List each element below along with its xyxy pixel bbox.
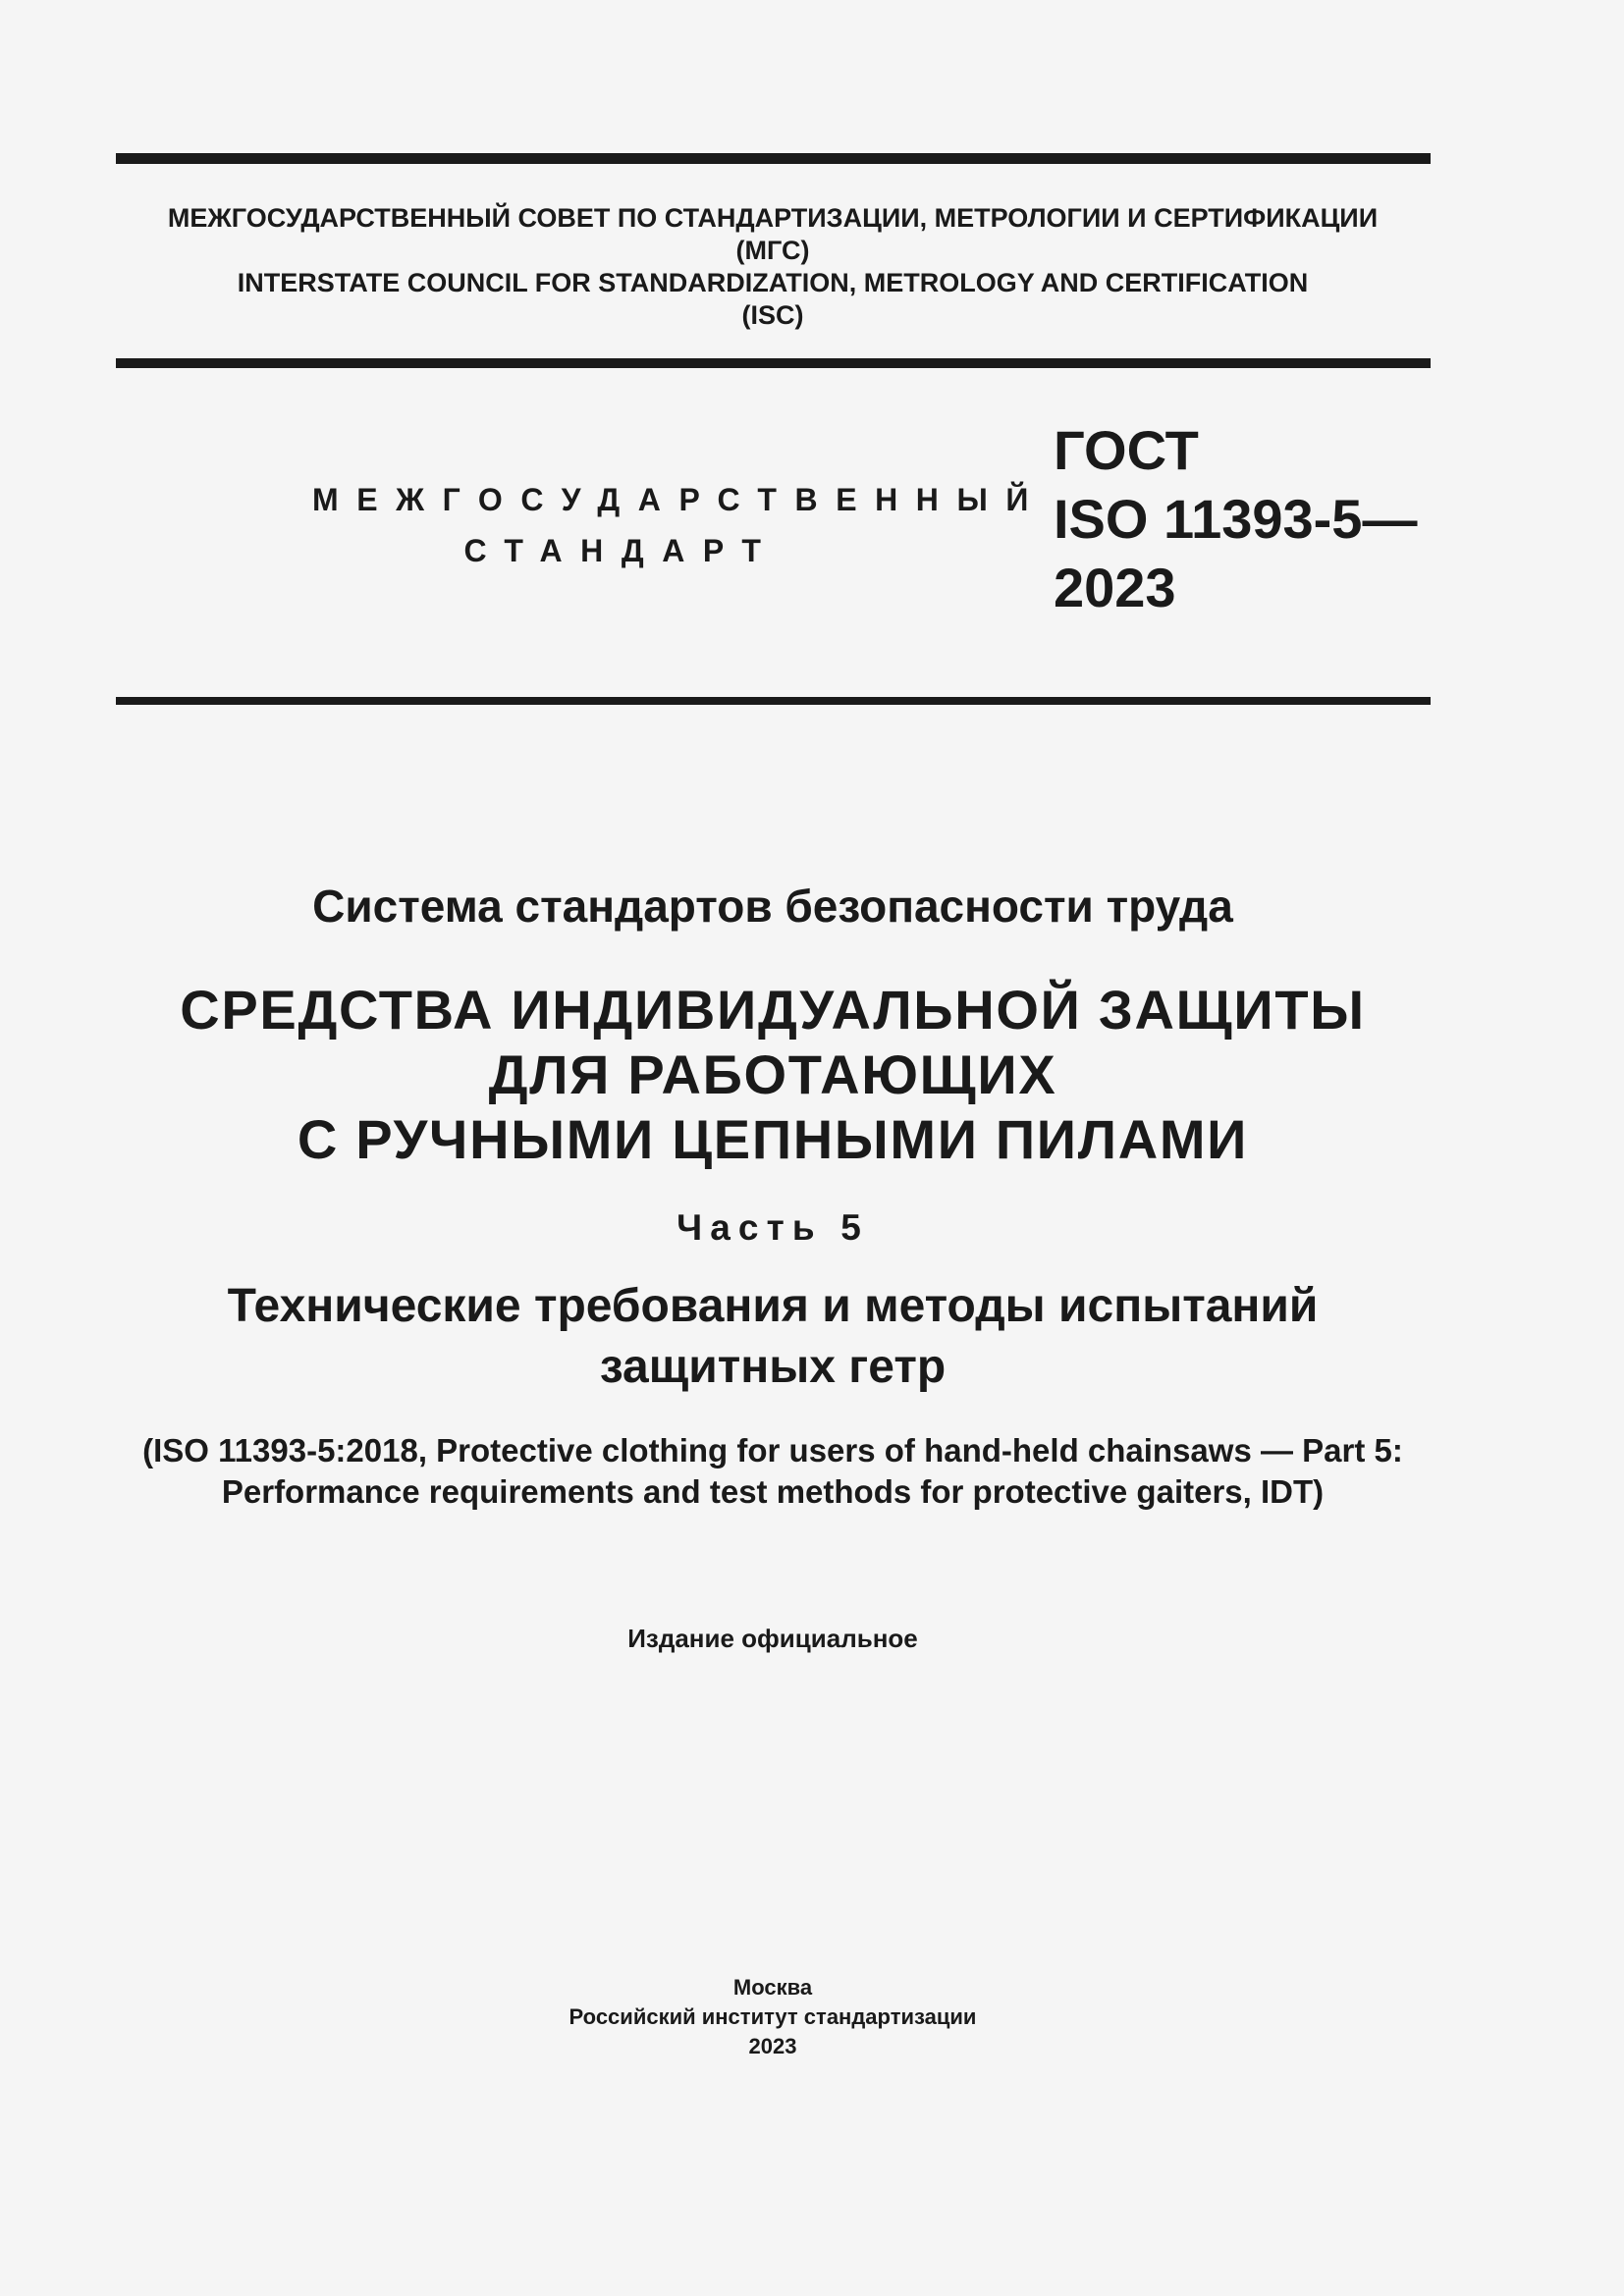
- edition-label: Издание официальное: [627, 1624, 918, 1653]
- council-name-en: INTERSTATE COUNCIL FOR STANDARDIZATION, METROLOGY AND CERTIFICATION: [237, 268, 1309, 297]
- header-bottom-rule: [116, 697, 1431, 705]
- standard-kind: [312, 474, 1047, 576]
- system-title: Система стандартов безопасности труда: [312, 881, 1233, 932]
- standard-kind-line2: СТАНДАРТ: [463, 533, 780, 568]
- council-name-ru: МЕЖГОСУДАРСТВЕННЫЙ СОВЕТ ПО СТАНДАРТИЗАЦИИ, МЕТРОЛОГИИ И СЕРТИФИКАЦИИ: [167, 203, 1379, 233]
- council-rule: [116, 358, 1431, 368]
- designation-line1: ГОСТ: [1054, 419, 1199, 481]
- top-rule: [116, 153, 1431, 164]
- subtitle-line2: защитных гетр: [599, 1341, 947, 1393]
- standard-kind-line1: МЕЖГОСУДАРСТВЕННЫЙ: [312, 482, 1047, 517]
- main-title-line2: ДЛЯ РАБОТАЮЩИХ: [488, 1043, 1057, 1105]
- subtitle: [0, 1276, 1545, 1398]
- imprint-year: 2023: [748, 2034, 797, 2058]
- council-block: [0, 202, 1545, 332]
- imprint: [0, 1973, 1545, 2061]
- main-title-line3: С РУЧНЫМИ ЦЕПНЫМИ ПИЛАМИ: [297, 1108, 1249, 1170]
- subtitle-line1: Технические требования и методы испытаний: [227, 1280, 1319, 1332]
- part-label: Часть 5: [677, 1207, 869, 1248]
- designation-line2: ISO 11393-5—: [1054, 488, 1418, 550]
- council-abbr-ru: (МГС): [735, 236, 810, 265]
- iso-reference: [0, 1430, 1545, 1513]
- standard-designation: [1054, 416, 1417, 622]
- designation-line3: 2023: [1054, 557, 1176, 618]
- iso-reference-line2: Performance requirements and test methods for protective gaiters, IDT): [221, 1473, 1325, 1510]
- imprint-city: Москва: [732, 1975, 813, 2000]
- iso-reference-line1: (ISO 11393-5:2018, Protective clothing for users of hand-held chainsaws — Part 5:: [142, 1432, 1403, 1468]
- imprint-publisher: Российский институт стандартизации: [568, 2004, 977, 2029]
- main-title: [0, 978, 1545, 1172]
- council-abbr-en: (ISC): [741, 300, 804, 330]
- main-title-line1: СРЕДСТВА ИНДИВИДУАЛЬНОЙ ЗАЩИТЫ: [180, 979, 1366, 1041]
